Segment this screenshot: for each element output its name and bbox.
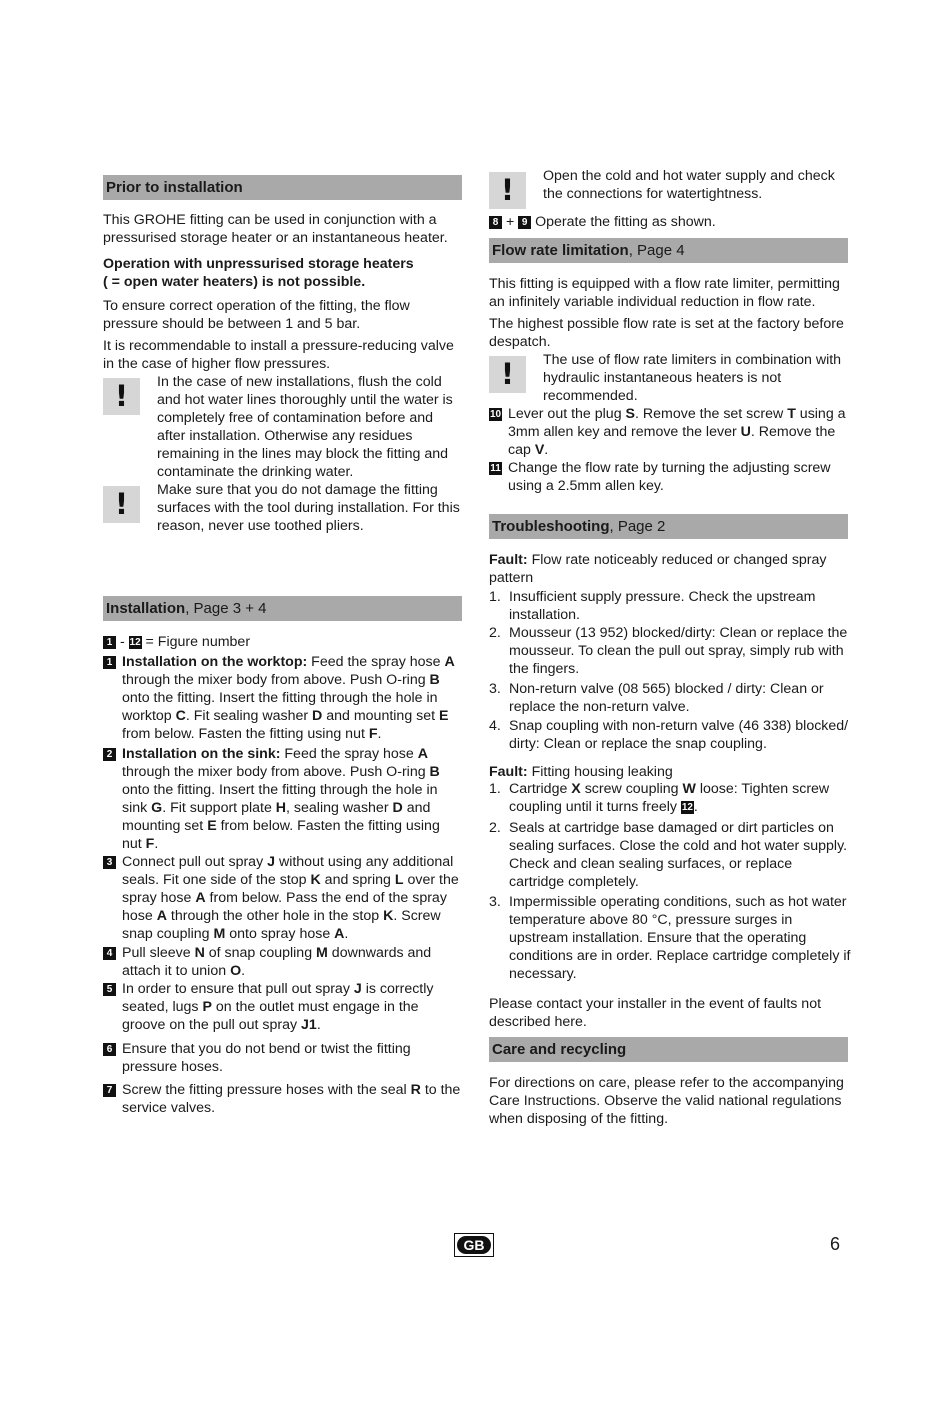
step-text: Screw the fitting pressure hoses with the seal R to the service valves.	[122, 1082, 461, 1116]
supply-check-text: Open the cold and hot water supply and check the connections for watertightness.	[543, 168, 835, 202]
prior-warning-flush: In the case of new installations, flush the cold and hot water lines thoroughly until the water is completely free of contamination before and after installation. Otherwise any residues remaining in the lines may block the fitting and contaminate the drinking water.	[157, 374, 453, 480]
figure-number-legend	[103, 633, 250, 651]
flow-header	[489, 238, 848, 263]
step-number-badge: 10	[489, 409, 502, 420]
list-number: 3.	[489, 681, 501, 697]
list-item	[489, 819, 851, 891]
figure-badge: 8	[489, 216, 502, 229]
list-number: 4.	[489, 718, 501, 734]
step-number-badge: 5	[103, 983, 116, 996]
trouble-page-ref: , Page 2	[609, 518, 666, 535]
warning-icon: !	[489, 172, 526, 209]
language-badge	[454, 1233, 494, 1257]
list-number: 3.	[489, 894, 501, 910]
prior-warning-tool: Make sure that you do not damage the fitting surfaces with the tool during installation. For this reason, never use toothed pliers.	[157, 482, 460, 534]
step-item	[103, 745, 463, 853]
care-title: Care and recycling	[492, 1041, 627, 1058]
step-text: Change the flow rate by turning the adjusting screw using a 2.5mm allen key.	[508, 460, 831, 494]
step-text: Pull sleeve N of snap coupling M downwards and attach it to union O.	[122, 945, 432, 979]
fault-text: Fitting housing leaking	[527, 764, 673, 780]
figure-badge: 9	[518, 216, 531, 229]
step-number-badge: 11	[490, 463, 501, 474]
fault-1	[489, 551, 839, 587]
step-item	[103, 853, 463, 943]
list-text: Impermissible operating conditions, such as hot water temperature above 80 °C, pressure surges in upstream installation. Ensure that the operating conditions are in order. Replace cartridge completely if necessary.	[509, 894, 851, 982]
flow-warning-text: The use of flow rate limiters in combination with hydraulic instantaneous heaters is not recommended.	[543, 352, 842, 404]
flow-intro: This fitting is equipped with a flow rate limiter, permitting an infinitely variable individual reduction in flow rate.	[489, 276, 840, 310]
list-text: Insufficient supply pressure. Check the upstream installation.	[509, 589, 816, 623]
list-number: 1.	[489, 781, 501, 797]
warning-icon: !	[489, 356, 526, 393]
flow-page-ref: , Page 4	[628, 242, 685, 259]
step-text: Lever out the plug S. Remove the set screw T using a 3mm allen key and remove the lever U. Remove the cap V.	[508, 406, 846, 458]
care-header	[489, 1037, 848, 1062]
list-item	[489, 780, 851, 816]
legend-separator: -	[116, 634, 129, 650]
step-item	[103, 944, 463, 980]
legend-text: = Figure number	[141, 634, 251, 650]
step-text: In order to ensure that pull out spray J is correctly seated, lugs P on the outlet must engage in the groove on the pull out spray J1.	[122, 981, 434, 1033]
step-number-badge: 7	[103, 1084, 116, 1097]
list-item	[489, 588, 851, 624]
step-number-badge: 1	[103, 656, 116, 669]
page-number: 6	[830, 1234, 841, 1254]
installation-header	[103, 596, 462, 621]
prior-intro: This GROHE fitting can be used in conjunction with a pressurised storage heater or an instantaneous heater.	[103, 212, 448, 246]
prior-bold-line2: ( = open water heaters) is not possible.	[103, 274, 366, 290]
step-number-badge: 2	[103, 748, 116, 761]
list-number: 1.	[489, 589, 501, 605]
prior-title: Prior to installation	[106, 179, 243, 196]
fault-label: Fault:	[489, 552, 528, 568]
operate-step	[489, 213, 716, 231]
contact-installer-text: Please contact your installer in the event of faults not described here.	[489, 996, 822, 1030]
list-text: Non-return valve (08 565) blocked / dirty: Clean or replace the non-return valve.	[509, 681, 824, 715]
step-text: Ensure that you do not bend or twist the fitting pressure hoses.	[122, 1041, 411, 1075]
warning-icon: !	[103, 378, 140, 415]
prior-pressure-text: To ensure correct operation of the fitting, the flow pressure should be between 1 and 5 bar.	[103, 298, 410, 332]
fault-text: Flow rate noticeably reduced or changed spray pattern	[489, 552, 827, 586]
operate-plus: +	[502, 214, 519, 230]
trouble-header	[489, 514, 848, 539]
care-text: For directions on care, please refer to the accompanying Care Instructions. Observe the valid national regulations when disposing of the fitting.	[489, 1075, 844, 1127]
list-text: Cartridge X screw coupling W loose: Tighten screw coupling until it turns freely 12.	[509, 781, 830, 815]
prior-reducing-valve-text: It is recommendable to install a pressure-reducing valve in the case of higher flow pressures.	[103, 338, 454, 372]
list-number: 2.	[489, 625, 501, 641]
language-code: GB	[457, 1236, 491, 1254]
prior-header	[103, 175, 462, 200]
fault-2	[489, 763, 839, 781]
fault-label: Fault:	[489, 764, 528, 780]
trouble-title: Troubleshooting	[492, 518, 610, 535]
step-number-badge: 6	[103, 1043, 116, 1056]
step-item	[103, 653, 463, 743]
figure-badge: 12	[129, 637, 141, 648]
step-item	[103, 1040, 463, 1076]
step-number-badge: 4	[103, 947, 116, 960]
installation-title: Installation	[106, 600, 186, 617]
warning-icon: !	[103, 486, 140, 523]
list-number: 2.	[489, 820, 501, 836]
step-text: Installation on the sink: Feed the spray hose A through the mixer body from above. Push O-ring B onto the fitting. Insert the fitting through the hole in sink G. Fit support plate H, sealing washer D and mounting set E from below. Fasten the fitting using nut F.	[122, 746, 440, 852]
step-text: Installation on the worktop: Feed the spray hose A through the mixer body from above. Push O-ring B onto the fitting. Insert the fitting through the hole in worktop C. Fit sealing washer D and mounting set E from below. Fasten the fitting using nut F.	[122, 654, 455, 742]
list-item	[489, 680, 851, 716]
step-item	[103, 1081, 463, 1117]
flow-factory-text: The highest possible flow rate is set at the factory before despatch.	[489, 316, 844, 350]
flow-title: Flow rate limitation	[492, 242, 629, 259]
prior-warning-bold	[103, 255, 463, 291]
step-item	[103, 980, 463, 1034]
operate-text: Operate the fitting as shown.	[531, 214, 716, 230]
prior-bold-line1: Operation with unpressurised storage heaters	[103, 256, 414, 272]
list-item	[489, 717, 851, 753]
step-item	[489, 459, 849, 495]
list-text: Seals at cartridge base damaged or dirt particles on sealing surfaces. Close the cold and hot water supply. Check and clean sealing surfaces, or replace cartridge completely.	[509, 820, 848, 890]
step-item	[489, 405, 849, 459]
list-text: Mousseur (13 952) blocked/dirty: Clean or replace the mousseur. To clean the pull out spray, simply rub with the fingers.	[509, 625, 848, 677]
figure-badge: 1	[103, 636, 116, 649]
list-item	[489, 893, 851, 983]
step-text: Connect pull out spray J without using any additional seals. Fit one side of the stop K and spring L over the spray hose A from below. Pass the end of the spray hose A through the other hole in the stop K. Screw snap coupling M onto spray hose A.	[122, 854, 459, 942]
installation-page-ref: , Page 3 + 4	[185, 600, 267, 617]
step-number-badge: 3	[103, 856, 116, 869]
list-item	[489, 624, 851, 678]
list-text: Snap coupling with non-return valve (46 338) blocked/ dirty: Clean or replace the snap coupling.	[509, 718, 849, 752]
